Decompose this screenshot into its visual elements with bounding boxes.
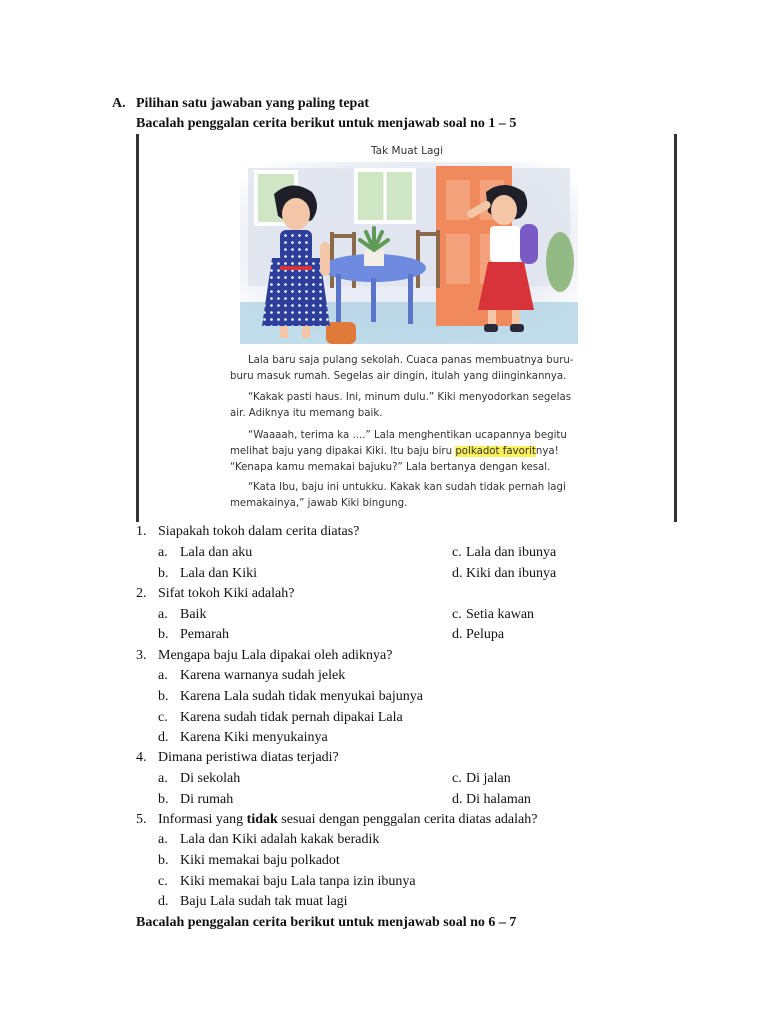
story-paragraph-1: Lala baru saja pulang sekolah. Cuaca panas membuatnya buru- buru masuk rumah. Segelas air dingin, itulah yang diinginkannya. [230,355,574,382]
option-text: Kiki memakai baju Lala tanpa izin ibunya [180,874,416,889]
question-number: 3. [136,648,147,663]
option-text: Karena Kiki menyukainya [180,730,328,745]
option-text: Karena sudah tidak pernah dipakai Lala [180,710,403,725]
instruction-1-5: Bacalah penggalan cerita berikut untuk menjawab soal no 1 – 5 [136,116,517,131]
option-text: Di rumah [180,792,234,807]
option-text: Lala dan Kiki adalah kakak beradik [180,832,380,847]
question-3-text: Mengapa baju Lala dipakai oleh adiknya? [158,648,393,663]
option-text: Lala dan Kiki [180,566,257,581]
option-label: c. [452,545,462,560]
story-paragraph-3: “Waaaah, terima ka ....” Lala menghentikan ucapannya begitu melihat baju yang dipakai Kiki. Itu baju biru polkadot favoritnya! “Kenapa kamu memakai bajuku?” Lala bertanya dengan kesal. [230,430,567,473]
option-text: Di jalan [466,771,511,786]
emphasis-word: tidak [246,812,278,827]
instruction-6-7: Bacalah penggalan cerita berikut untuk menjawab soal no 6 – 7 [136,915,517,930]
option-text: Pemarah [180,627,229,642]
option-label: b. [158,689,169,704]
story-title: Tak Muat Lagi [371,145,443,157]
option-label: a. [158,771,168,786]
section-heading: Pilihan satu jawaban yang paling tepat [136,96,369,111]
option-label: c. [158,710,168,725]
option-label: c. [158,874,168,889]
option-label: b. [158,792,169,807]
option-text: Setia kawan [466,607,535,622]
question-number: 4. [136,750,147,765]
story-box [136,134,678,522]
question-5-text: Informasi yang tidak sesuai dengan penggalan cerita diatas adalah? [158,812,538,827]
highlighted-text: polkadot favorit [455,446,536,457]
story-paragraph-4: “Kata Ibu, baju ini untukku. Kakak kan sudah tidak pernah lagi memakainya,” jawab Kiki bingung. [230,482,566,509]
option-label: a. [158,545,168,560]
story-paragraph-2: “Kakak pasti haus. Ini, minum dulu.” Kiki menyodorkan segelas air. Adiknya itu memang baik. [230,392,572,419]
option-text: Karena Lala sudah tidak menyukai bajunya [180,689,423,704]
option-text: Di halaman [466,792,531,807]
option-text: Di sekolah [180,771,241,786]
question-number: 2. [136,586,147,601]
option-text: Kiki dan ibunya [466,566,557,581]
section-letter: A. [112,96,126,111]
option-text: Lala dan aku [180,545,253,560]
option-label: b. [158,853,169,868]
story-border-left [136,134,139,522]
option-text: Lala dan ibunya [466,545,557,560]
option-label: d. [452,627,463,642]
option-text: Karena warnanya sudah jelek [180,668,346,683]
question-1-text: Siapakah tokoh dalam cerita diatas? [158,524,360,539]
option-label: b. [158,566,169,581]
question-2-text: Sifat tokoh Kiki adalah? [158,586,295,601]
option-text: Baik [180,607,207,622]
option-text: Pelupa [466,627,505,642]
option-text: Baju Lala sudah tak muat lagi [180,894,348,909]
option-label: a. [158,832,168,847]
option-label: c. [452,771,462,786]
option-label: a. [158,607,168,622]
option-text: Kiki memakai baju polkadot [180,853,340,868]
option-label: d. [158,730,169,745]
option-label: d. [158,894,169,909]
question-number: 1. [136,524,147,539]
story-illustration [240,162,578,344]
question-number: 5. [136,812,147,827]
question-4-text: Dimana peristiwa diatas terjadi? [158,750,339,765]
option-label: b. [158,627,169,642]
option-label: d. [452,566,463,581]
option-label: a. [158,668,168,683]
story-border-right [674,134,677,522]
option-label: d. [452,792,463,807]
option-label: c. [452,607,462,622]
